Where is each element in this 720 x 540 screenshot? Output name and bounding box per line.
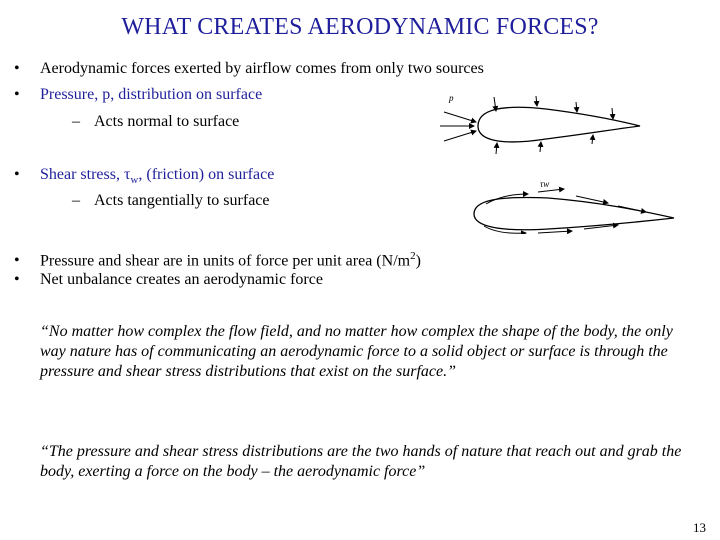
sub-bullet-tangential (72, 191, 270, 211)
pressure-distribution-diagram (436, 94, 646, 156)
bullet-text-end: ) (415, 252, 421, 270)
pressure-arrow (444, 131, 476, 141)
pressure-label: p (449, 94, 454, 103)
page-number: 13 (693, 520, 706, 535)
bullet-marker: • (14, 252, 20, 270)
pressure-arrow (536, 96, 537, 106)
airfoil-outline (478, 107, 640, 142)
pressure-arrow (540, 142, 541, 152)
sub-bullet-text: Acts normal to surface (94, 113, 240, 130)
quote-anderson-2: “The pressure and shear stress distributions are the two hands of nature that reach out and grab the body, exerting a force on the body – the aerodynamic force” (40, 443, 682, 480)
bullet-units (14, 246, 421, 271)
sub-bullet-text: Acts tangentially to surface (94, 192, 270, 209)
sub-bullet-marker: – (72, 192, 80, 209)
sub-bullet-normal (72, 112, 239, 132)
bullet-text: Pressure, p, distribution on surface (40, 86, 263, 103)
bullet-text: Pressure and shear are in units of force per unit area (N/m (40, 252, 411, 270)
shear-arrow (618, 206, 646, 212)
bullet-text-tail: , (friction) on surface (138, 166, 275, 183)
slide-title: WHAT CREATES AERODYNAMIC FORCES? (121, 14, 599, 40)
bullet-marker: • (14, 166, 20, 183)
shear-arrow (486, 194, 528, 204)
tau-symbol: τ (123, 166, 131, 183)
sub-bullet-marker: – (72, 113, 80, 130)
pressure-arrow (444, 112, 476, 122)
pressure-arrow (612, 108, 613, 119)
pressure-arrow (496, 143, 497, 154)
bullet-sources (14, 59, 484, 79)
bullet-shear-stress (14, 165, 274, 190)
superscript-two: 2 (410, 250, 416, 262)
airfoil-outline (474, 198, 674, 230)
shear-stress-diagram (468, 178, 678, 234)
bullet-marker: • (14, 86, 20, 103)
bullet-text: Aerodynamic forces exerted by airflow comes from only two sources (40, 60, 484, 77)
bullet-text: Net unbalance creates an aerodynamic force (40, 271, 323, 288)
pressure-arrow (592, 135, 593, 144)
bullet-text: Shear stress, (40, 166, 124, 183)
pressure-arrow (576, 102, 577, 112)
shear-arrow (538, 189, 564, 192)
tau-subscript: w (130, 174, 139, 187)
shear-arrow (538, 231, 572, 233)
bullet-marker: • (14, 60, 20, 77)
shear-stress-label: τw (540, 179, 550, 189)
bullet-net-unbalance (14, 270, 323, 290)
quote-anderson-1: “No matter how complex the flow field, and no matter how complex the shape of the body, the only way nature has of communicating an aerodynamic force to a solid object or surface is through the pressure and shear stress distributions that exist on the surface.” (40, 323, 673, 380)
bullet-marker: • (14, 271, 20, 288)
bullet-pressure (14, 85, 262, 105)
